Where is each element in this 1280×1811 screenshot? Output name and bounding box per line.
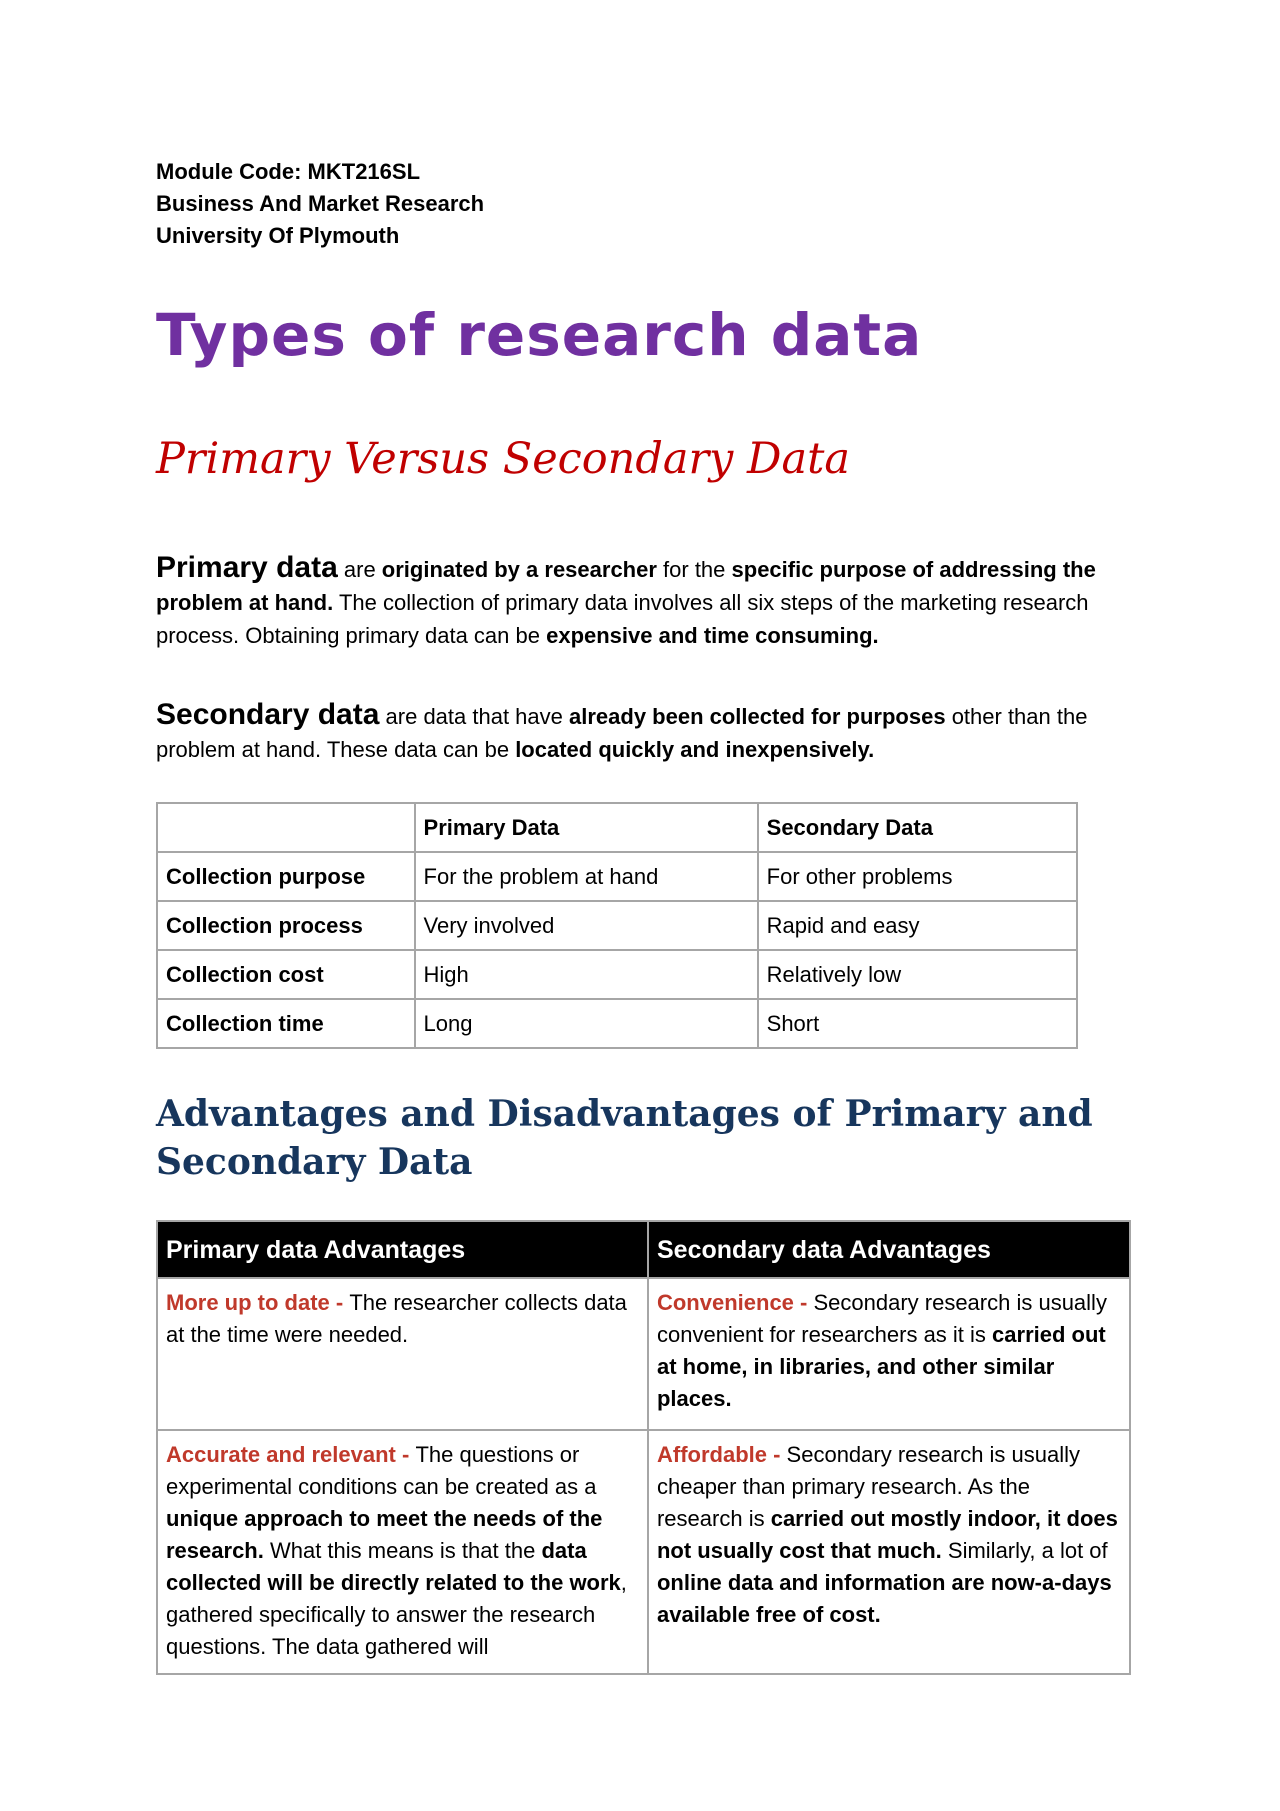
module-code: Module Code: MKT216SL <box>156 159 421 184</box>
table-row <box>157 852 1077 901</box>
bold-run: expensive and time consuming. <box>546 623 879 648</box>
advantage-title: More up to date - <box>166 1290 350 1315</box>
course-name: Business And Market Research <box>156 191 485 216</box>
table-row <box>157 999 1077 1048</box>
module-info <box>156 156 484 252</box>
table-cell: Rapid and easy <box>758 901 1077 950</box>
secondary-data-paragraph <box>156 698 1136 766</box>
primary-data-paragraph <box>156 551 1136 652</box>
text-run: , gathered specifically to answer the research questions. The data gathered will <box>166 1570 627 1659</box>
header-cell: Primary Data <box>415 803 758 852</box>
bold-run: carried out at home, in libraries, and other similar places. <box>656 1322 1106 1411</box>
text-run: What this means is that the <box>263 1538 542 1563</box>
row-label: Collection purpose <box>157 852 415 901</box>
table-cell: Short <box>758 999 1077 1048</box>
advantage-title: Accurate and relevant - <box>166 1442 416 1467</box>
bold-run: located quickly and inexpensively. <box>515 737 875 762</box>
secondary-data-term: Secondary data <box>156 698 380 731</box>
text-run: The researcher collects data at the time were needed. <box>166 1290 627 1347</box>
text-run: other than the problem at hand. These data can be <box>156 704 1088 762</box>
header-cell: Secondary data Advantages <box>648 1221 1130 1278</box>
table-cell: For the problem at hand <box>415 852 758 901</box>
table-cell <box>648 1278 1130 1430</box>
table-cell: Relatively low <box>758 950 1077 999</box>
bold-run: data collected will be directly related to the work <box>166 1538 621 1595</box>
university-name: University Of Plymouth <box>156 223 400 248</box>
advantages-heading: Advantages and Disadvantages of Primary and Secondary Data <box>156 1093 1093 1183</box>
advantages-table <box>156 1220 1131 1675</box>
section-subtitle: Primary Versus Secondary Data <box>156 434 851 484</box>
page-title: Types of research data <box>156 301 923 369</box>
advantage-title: Affordable - <box>656 1442 787 1467</box>
table-cell: Very involved <box>415 901 758 950</box>
table-header-row <box>157 803 1077 852</box>
row-label: Collection process <box>157 901 415 950</box>
bold-run: online data and information are now-a-days available free of cost. <box>656 1570 1112 1627</box>
bold-run: originated by a researcher <box>381 557 657 582</box>
text-run: are <box>337 557 382 582</box>
bold-run: carried out mostly indoor, it does not usually cost that much. <box>656 1506 1118 1563</box>
row-label: Collection cost <box>157 950 415 999</box>
bold-run: already been collected for purposes <box>569 704 946 729</box>
bold-run: specific purpose of addressing the problem at hand. <box>156 557 1096 615</box>
header-cell: Secondary Data <box>758 803 1077 852</box>
text-run: The collection of primary data involves all six steps of the marketing research process. Obtaining primary data can be <box>156 590 1089 648</box>
text-run: The questions or experimental conditions can be created as a <box>166 1442 597 1499</box>
table-row <box>157 901 1077 950</box>
text-run: for the <box>656 557 732 582</box>
text-run: Secondary research is usually convenient for researchers as it is <box>656 1290 1107 1347</box>
comparison-table <box>156 802 1078 1049</box>
table-row <box>157 1430 1130 1674</box>
text-run: are data that have <box>379 704 569 729</box>
table-cell <box>157 1430 648 1674</box>
table-cell <box>648 1430 1130 1674</box>
table-cell: High <box>415 950 758 999</box>
text-run: Similarly, a lot of <box>941 1538 1108 1563</box>
table-row <box>157 1278 1130 1430</box>
header-cell <box>157 803 415 852</box>
table-cell <box>157 1278 648 1430</box>
header-cell: Primary data Advantages <box>157 1221 648 1278</box>
text-run: Secondary research is usually cheaper than primary research. As the research is <box>656 1442 1081 1531</box>
table-row <box>157 950 1077 999</box>
row-label: Collection time <box>157 999 415 1048</box>
primary-data-term: Primary data <box>156 551 338 584</box>
table-cell: Long <box>415 999 758 1048</box>
advantage-title: Convenience - <box>656 1290 814 1315</box>
table-cell: For other problems <box>758 852 1077 901</box>
table-header-row <box>157 1221 1130 1278</box>
bold-run: unique approach to meet the needs of the research. <box>166 1506 603 1563</box>
